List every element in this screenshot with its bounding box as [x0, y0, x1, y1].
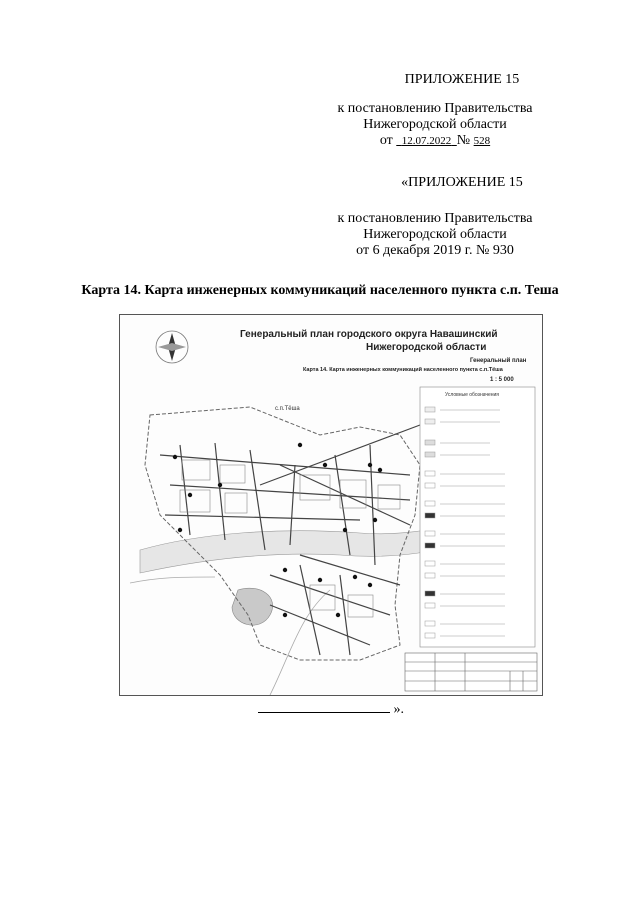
appendix-label: ПРИЛОЖЕНИЕ 15	[404, 72, 520, 87]
title-block-stamp	[405, 653, 537, 691]
previous-resolution-date: от 6 декабря 2019 г. № 930	[356, 243, 514, 258]
document-title: Карта 14. Карта инженерных коммуникаций населенного пункта с.п. Теша	[81, 283, 559, 298]
previous-appendix-label: «ПРИЛОЖЕНИЕ 15	[401, 175, 523, 190]
previous-resolution-line-1: к постановлению Правительства	[337, 211, 533, 226]
number-sign: №	[456, 133, 471, 148]
map-scale: 1 : 5 000	[490, 377, 514, 383]
pond-area	[232, 588, 273, 625]
map-subtitle-1: Генеральный план	[470, 358, 527, 364]
stream-west	[130, 577, 215, 583]
previous-resolution-line-2: Нижегородской области	[363, 227, 507, 242]
resolution-number: 528	[473, 135, 491, 147]
date-prefix: от	[379, 133, 393, 148]
resolution-line-1: к постановлению Правительства	[337, 101, 533, 116]
resolution-date: 12.07.2022	[401, 135, 452, 147]
resolution-reference	[320, 101, 550, 149]
map-legend	[420, 387, 535, 647]
map-drawing	[120, 315, 542, 695]
previous-resolution-reference	[320, 211, 550, 259]
stream-south	[270, 590, 330, 695]
resolution-line-2: Нижегородской области	[363, 117, 507, 132]
utility-points	[173, 443, 382, 617]
closing-text: ».	[393, 702, 404, 717]
engineering-map	[119, 314, 543, 696]
compass-rose-icon	[156, 331, 188, 363]
legend-title: Условные обозначения	[445, 392, 500, 398]
map-subtitle-2: Карта 14. Карта инженерных коммуникаций населенного пункта с.п.Тёша	[303, 367, 503, 373]
place-label: с.п.Тёша	[275, 406, 300, 412]
map-title-line-1: Генеральный план городского округа Навашинский	[240, 329, 498, 340]
closing-line	[258, 700, 390, 713]
resolution-date-line	[320, 133, 550, 149]
closing-quote	[258, 700, 404, 718]
map-title-line-2: Нижегородской области	[366, 342, 487, 353]
